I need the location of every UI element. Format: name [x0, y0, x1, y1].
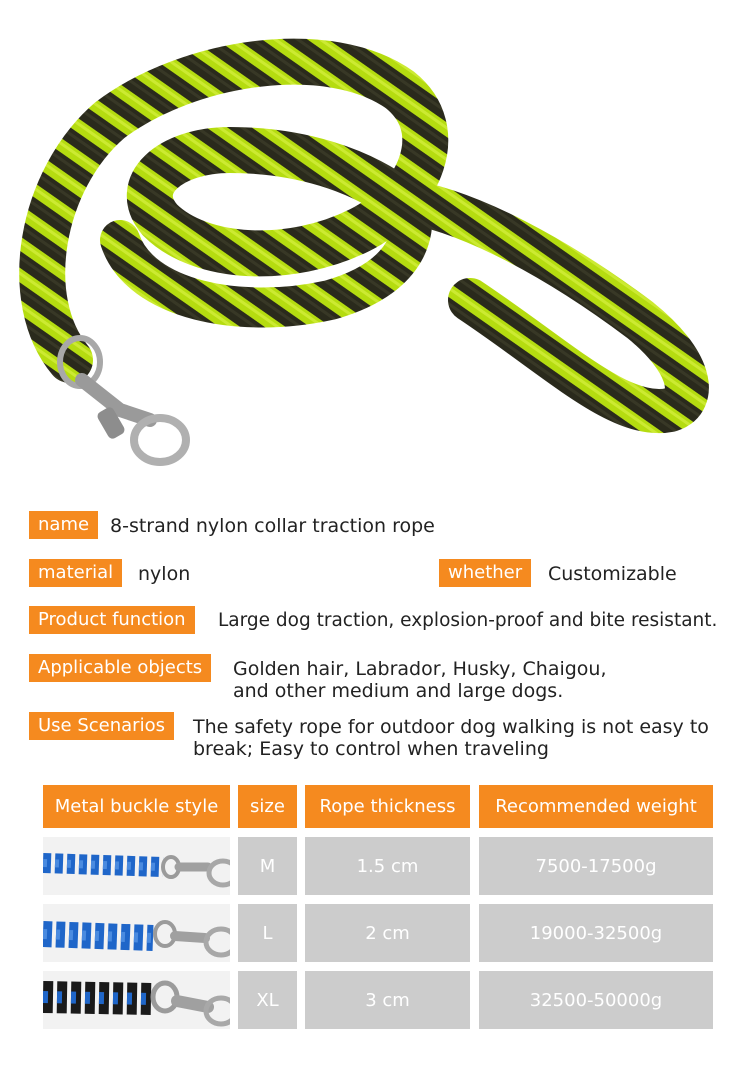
black-blue-rope-buckle-icon — [43, 971, 230, 1029]
buckle-thumb-xl — [43, 971, 230, 1029]
header-recommended-weight: Recommended weight — [479, 785, 713, 828]
name-tag: name — [29, 511, 98, 539]
product-function-value: Large dog traction, explosion-proof and bite resistant. — [218, 610, 718, 631]
applicable-objects-tag: Applicable objects — [29, 654, 211, 682]
whether-tag: whether — [439, 559, 531, 587]
weight-cell-l: 19000-32500g — [479, 904, 713, 962]
blue-rope-buckle-icon — [43, 837, 230, 895]
product-image — [0, 0, 750, 480]
weight-cell-m: 7500-17500g — [479, 837, 713, 895]
buckle-thumb-m — [43, 837, 230, 895]
use-scenarios-tag: Use Scenarios — [29, 712, 174, 740]
thickness-cell-l: 2 cm — [305, 904, 470, 962]
braided-leash-icon — [0, 0, 750, 480]
product-function-tag: Product function — [29, 606, 195, 634]
header-rope-thickness: Rope thickness — [305, 785, 470, 828]
size-cell-m: M — [238, 837, 297, 895]
material-tag: material — [29, 559, 122, 587]
header-size: size — [238, 785, 297, 828]
buckle-thumb-l — [43, 904, 230, 962]
size-cell-l: L — [238, 904, 297, 962]
use-scenarios-line2: break; Easy to control when traveling — [193, 738, 549, 760]
thickness-cell-m: 1.5 cm — [305, 837, 470, 895]
thickness-cell-xl: 3 cm — [305, 971, 470, 1029]
name-value: 8-strand nylon collar traction rope — [110, 515, 435, 537]
whether-value: Customizable — [548, 563, 677, 585]
applicable-objects-line2: and other medium and large dogs. — [233, 680, 564, 702]
weight-cell-xl: 32500-50000g — [479, 971, 713, 1029]
use-scenarios-line1: The safety rope for outdoor dog walking is not easy to — [193, 716, 709, 738]
size-cell-xl: XL — [238, 971, 297, 1029]
header-metal-buckle-style: Metal buckle style — [43, 785, 230, 828]
blue-rope-buckle-icon — [43, 904, 230, 962]
material-value: nylon — [138, 563, 191, 585]
applicable-objects-line1: Golden hair, Labrador, Husky, Chaigou, — [233, 658, 607, 680]
